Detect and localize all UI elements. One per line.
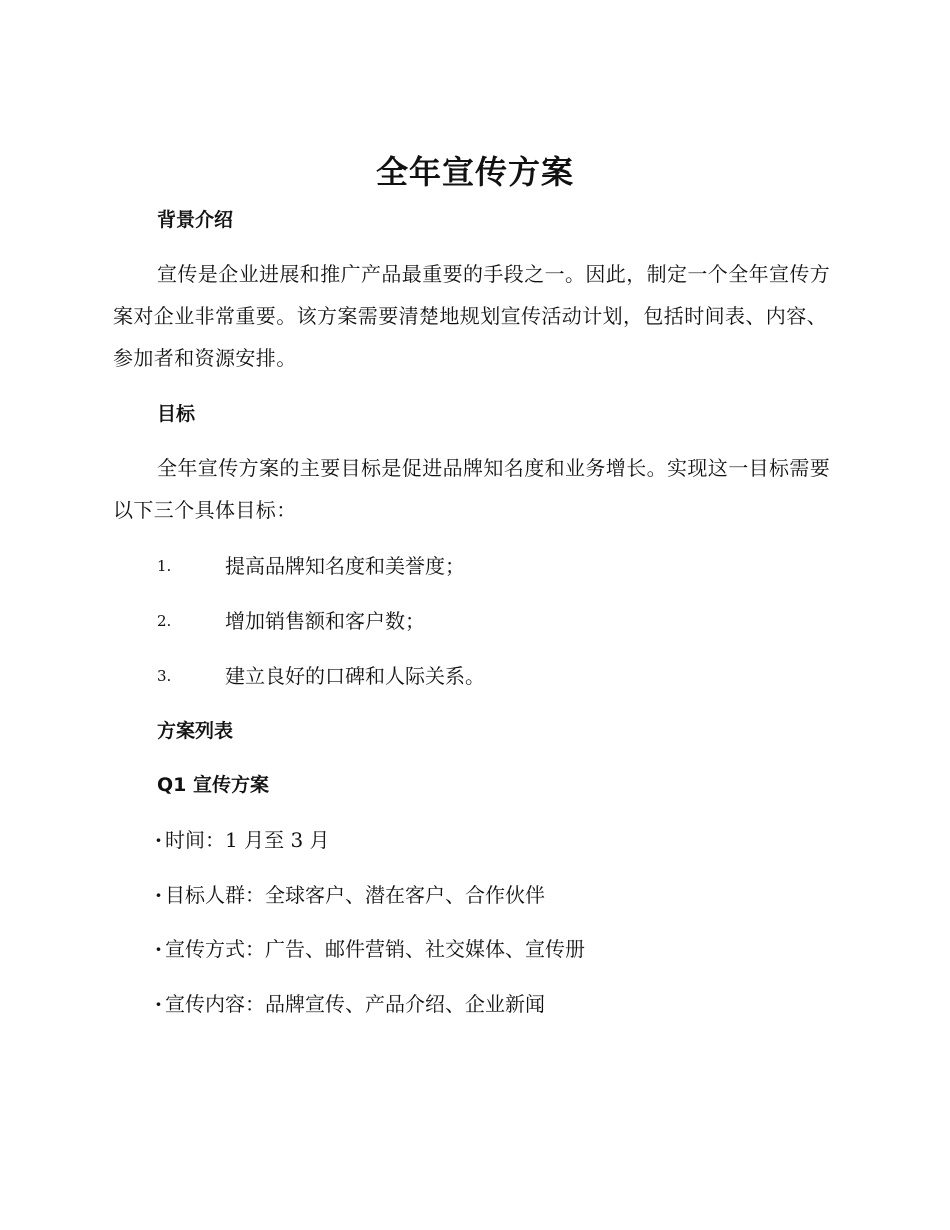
subsection-heading-q1: Q1 宣传方案	[157, 774, 269, 796]
section-heading-background: 背景介绍	[157, 209, 234, 231]
section-heading-goals: 目标	[157, 403, 196, 425]
bullet-text: 目标人群：全球客户、潜在客户、合作伙伴	[165, 883, 545, 907]
bullet-icon: ·	[155, 883, 162, 907]
document-title: 全年宣传方案	[375, 153, 574, 191]
list-item-text: 建立良好的口碑和人际关系。	[225, 664, 485, 688]
list-item-text: 提高品牌知名度和美誉度；	[225, 554, 465, 578]
list-number: 2.	[157, 612, 172, 630]
list-number: 1.	[157, 557, 172, 575]
bullet-text: 宣传方式：广告、邮件营销、社交媒体、宣传册	[165, 937, 585, 961]
list-item-text: 增加销售额和客户数；	[225, 609, 425, 633]
list-number: 3.	[157, 667, 172, 685]
q1-bullet-item	[155, 881, 545, 909]
section-heading-plan-list: 方案列表	[157, 720, 234, 742]
bullet-icon: ·	[155, 828, 162, 852]
q1-bullet-item	[155, 990, 545, 1018]
bullet-text: 宣传内容：品牌宣传、产品介绍、企业新闻	[165, 992, 545, 1016]
goals-paragraph: 全年宣传方案的主要目标是促进品牌知名度和业务增长。实现这一目标需要以下三个具体目标：	[113, 456, 831, 522]
bullet-icon: ·	[155, 937, 162, 961]
q1-bullet-item	[155, 935, 585, 963]
background-paragraph: 宣传是企业进展和推广产品最重要的手段之一。因此，制定一个全年宣传方案对企业非常重要。该方案需要清楚地规划宣传活动计划，包括时间表、内容、参加者和资源安排。	[113, 262, 831, 370]
q1-bullet-item	[155, 826, 330, 854]
bullet-text: 时间：1 月至 3 月	[165, 828, 330, 852]
bullet-icon: ·	[155, 992, 162, 1016]
